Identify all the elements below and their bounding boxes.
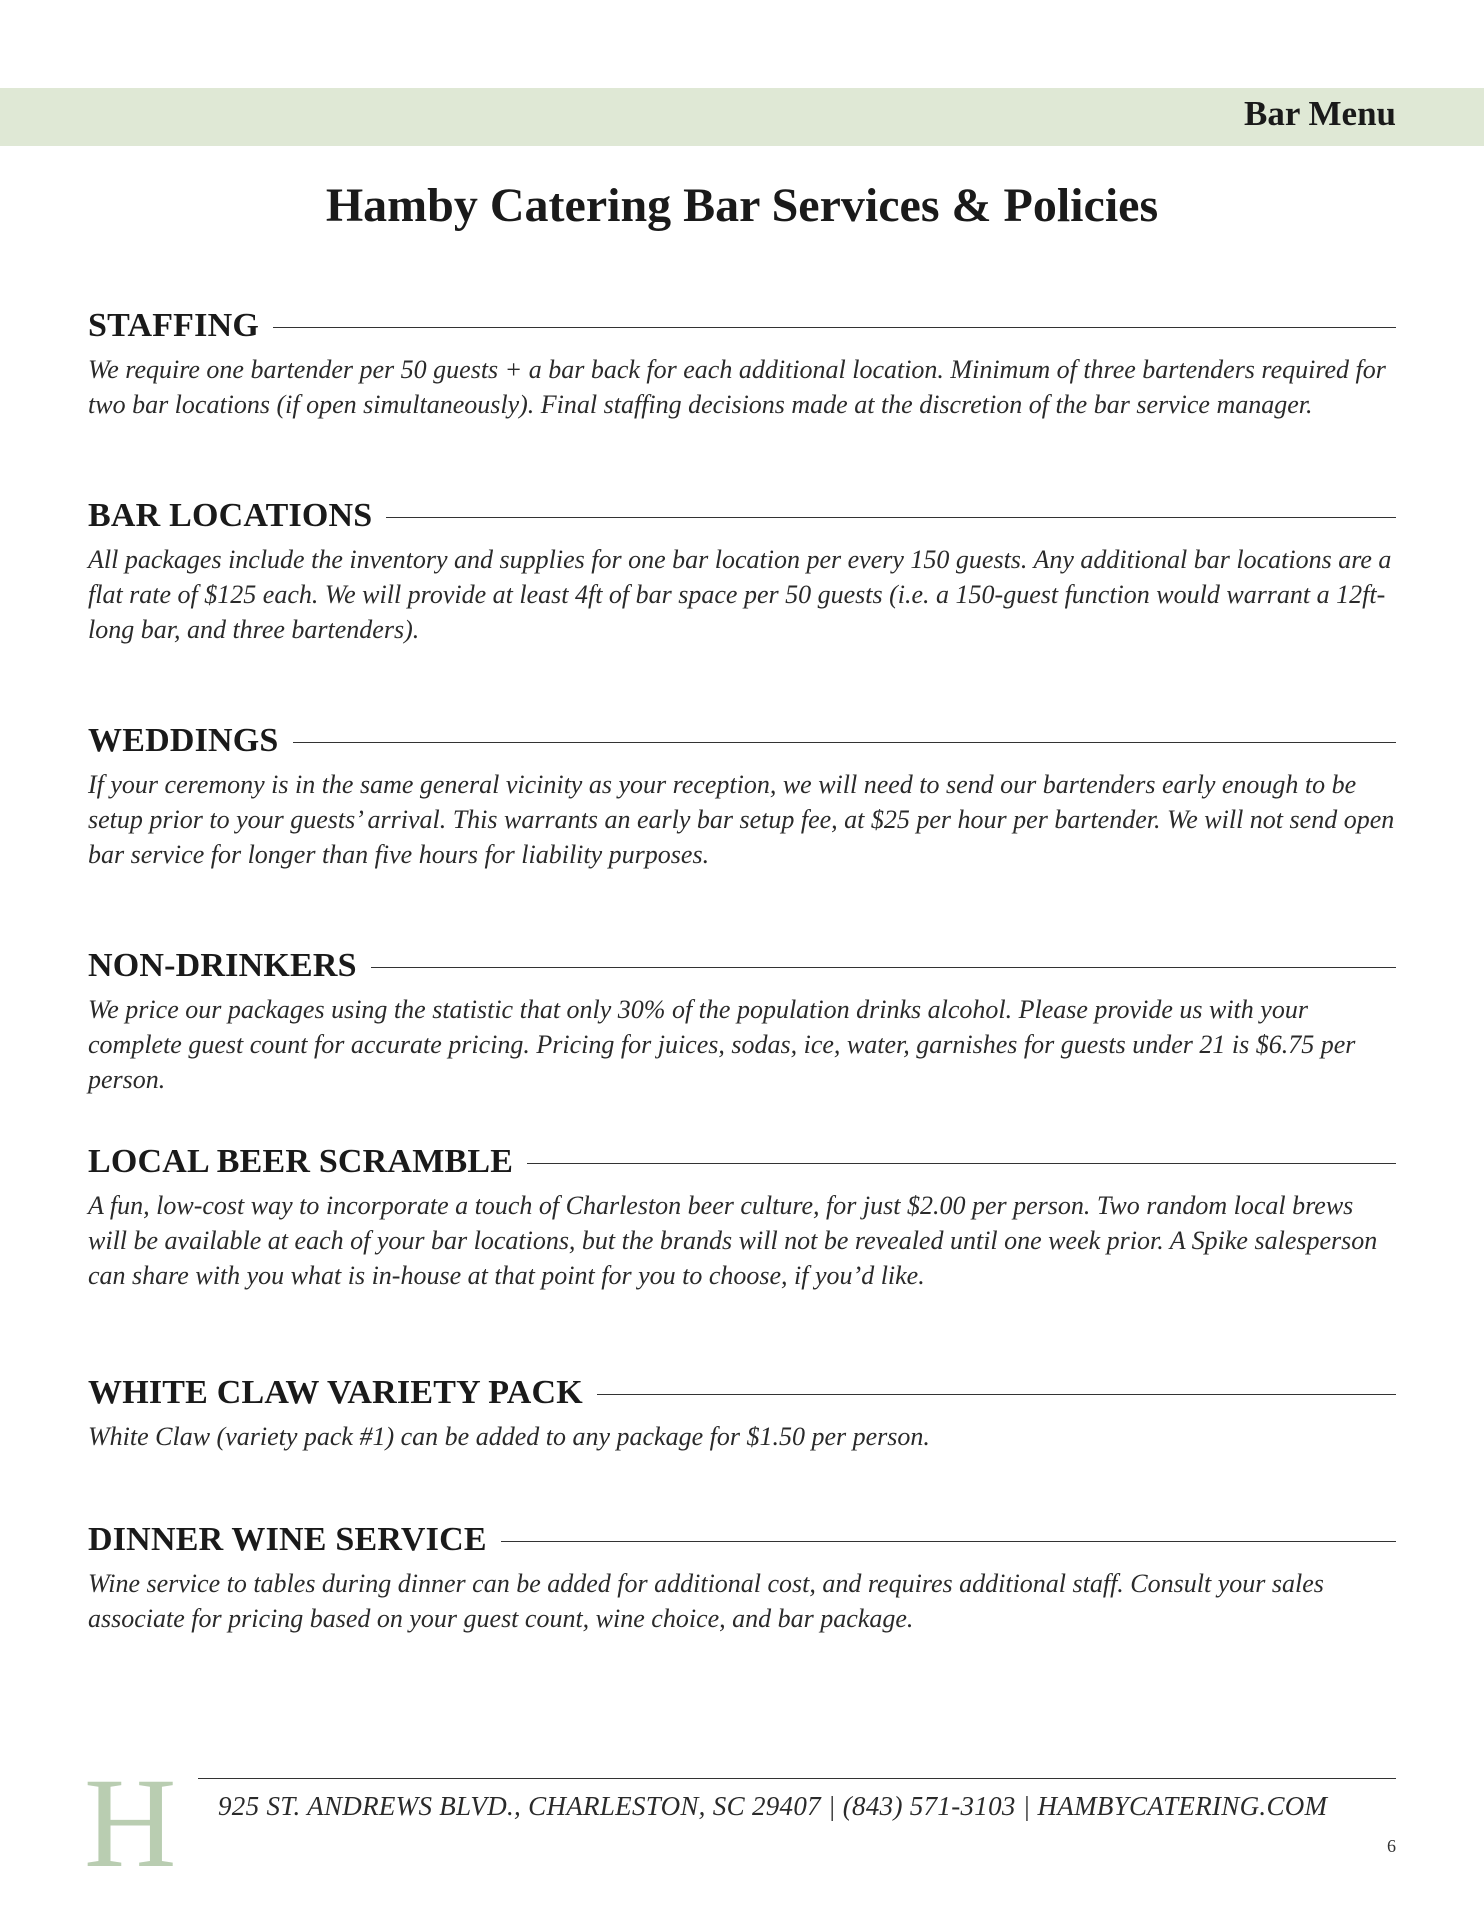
heading-rule bbox=[597, 1394, 1396, 1395]
header-band bbox=[0, 88, 1484, 146]
section-heading: WEDDINGS bbox=[88, 722, 279, 759]
page-title: Hamby Catering Bar Services & Policies bbox=[325, 179, 1159, 232]
heading-rule bbox=[386, 517, 1396, 518]
section-heading: LOCAL BEER SCRAMBLE bbox=[88, 1143, 514, 1180]
footer-rule bbox=[198, 1778, 1396, 1779]
section-text: We price our packages using the statistic that only 30% of the population drinks alcohol. Please provide us with your complete guest count for accurate pricing. Pricing for juices, sodas, ice, water, garnishes for guests under 21 is $6.75 per person. bbox=[88, 995, 1356, 1094]
menu-label: Bar Menu bbox=[1244, 94, 1396, 133]
section-text: Wine service to tables during dinner can be added for additional cost, and requires additional staff. Consult your sales associate for pricing based on your guest count, wine choice, and bar package. bbox=[88, 1569, 1324, 1633]
heading-rule bbox=[501, 1541, 1396, 1542]
hamby-logo-mark: H bbox=[84, 1752, 177, 1894]
section-heading: BAR LOCATIONS bbox=[88, 497, 373, 534]
section-text: If your ceremony is in the same general vicinity as your reception, we will need to send our bartenders early enough to be setup prior to your guests’ arrival. This warrants an early bar setup fee, at $25 per hour per bartender. We will not send open bar service for longer than five hours for liability purposes. bbox=[88, 770, 1395, 869]
section-text: A fun, low-cost way to incorporate a touch of Charleston beer culture, for just $2.00 per person. Two random local brews will be available at each of your bar locations, but the brands will not be revealed until one week prior. A Spike salesperson can share with you what is in-house at that point for you to choose, if you’d like. bbox=[88, 1191, 1378, 1290]
section-non-drinkers bbox=[88, 944, 1396, 1097]
section-bar-locations bbox=[88, 494, 1396, 647]
section-heading: STAFFING bbox=[88, 307, 259, 344]
heading-rule bbox=[293, 742, 1396, 743]
page-number: 6 bbox=[1387, 1836, 1396, 1856]
heading-rule bbox=[371, 967, 1396, 968]
section-text: We require one bartender per 50 guests + a bar back for each additional location. Minimum of three bartenders required for two bar locations (if open simultaneously). Final staffing decisions made at the discretion of the bar service manager. bbox=[88, 355, 1386, 419]
section-heading: DINNER WINE SERVICE bbox=[88, 1521, 487, 1558]
section-heading: WHITE CLAW VARIETY PACK bbox=[88, 1374, 583, 1411]
section-dinner-wine bbox=[88, 1518, 1396, 1636]
section-white-claw bbox=[88, 1371, 1396, 1454]
footer-address: 925 ST. ANDREWS BLVD., CHARLESTON, SC 29407 | (843) 571-3103 | HAMBYCATERING.COM bbox=[218, 1791, 1328, 1821]
section-text: All packages include the inventory and supplies for one bar location per every 150 guests. Any additional bar locations are a flat rate of $125 each. We will provide at least 4ft of bar space per 50 guests (i.e. a 150-guest function would warrant a 12ft-long bar, and three bartenders). bbox=[88, 545, 1392, 644]
section-staffing bbox=[88, 304, 1396, 422]
section-text: White Claw (variety pack #1) can be added to any package for $1.50 per person. bbox=[88, 1422, 930, 1451]
heading-rule bbox=[527, 1163, 1396, 1164]
section-weddings bbox=[88, 719, 1396, 872]
section-heading: NON-DRINKERS bbox=[88, 947, 357, 984]
section-local-beer-scramble bbox=[88, 1140, 1396, 1293]
heading-rule bbox=[273, 327, 1396, 328]
